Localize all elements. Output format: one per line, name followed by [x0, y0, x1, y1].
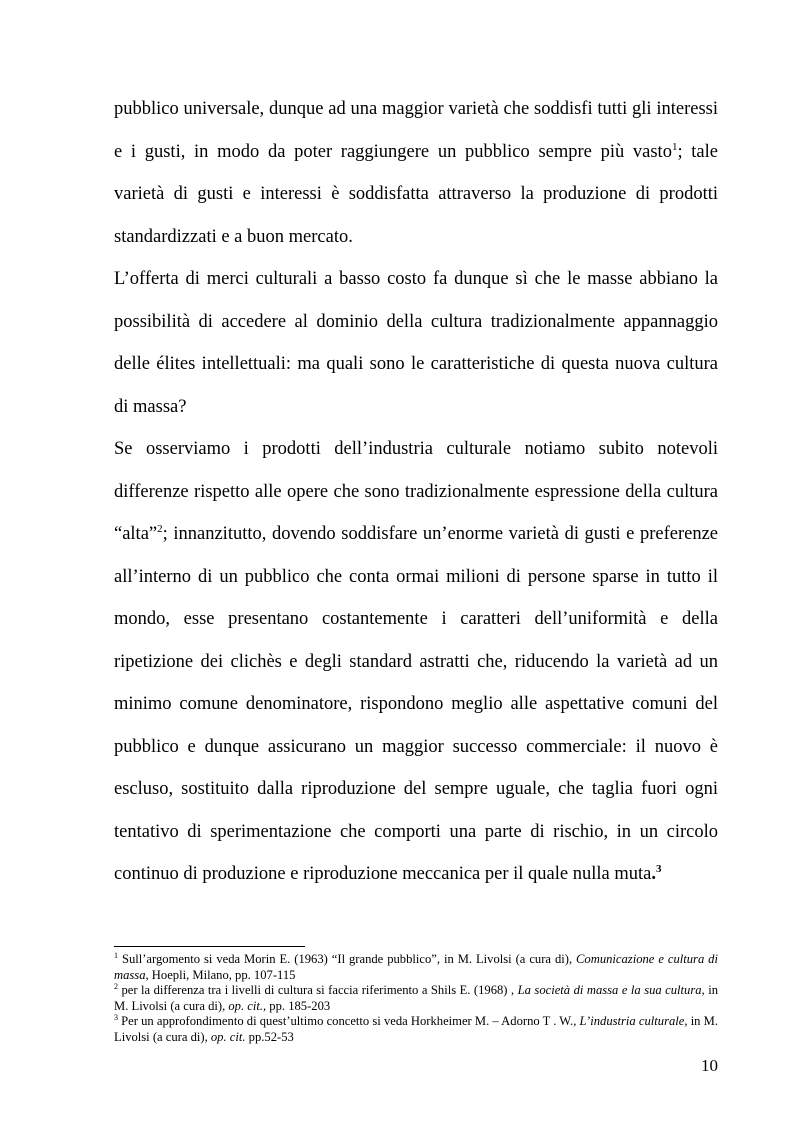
- paragraph-3-text: Se osserviamo i prodotti dell’industria culturale notiamo subito notevoli differenze rispetto alle opere che sono tradizionalmente espressione della cultura “alta”: [114, 439, 718, 544]
- footnote-text: pp. 185-203: [266, 998, 331, 1013]
- footnote-title: Comunicazione e cultura di massa: [114, 952, 718, 982]
- paragraph-2-text: L’offerta di merci culturali a basso costo fa dunque sì che le masse abbiano la possibilità di accedere al dominio della cultura tradizionalmente appannaggio delle élites intellettuali: ma quali sono le caratteristiche di questa nuova cultura di massa?: [114, 269, 718, 417]
- footnote-text: , in M. Livolsi (a cura di),: [114, 1014, 718, 1044]
- footnote-op-cit: op. cit.,: [228, 998, 267, 1013]
- footnotes: [114, 952, 718, 1045]
- footnote-ref-3: 3: [655, 862, 662, 875]
- footnote-ref-1: 1: [671, 140, 678, 153]
- footnote-ref-2: 2: [157, 522, 163, 535]
- footnote-number: 2: [114, 981, 118, 991]
- paragraph-1-text-cont: ; tale varietà di gusti e interessi è soddisfatta attraverso la produzione di prodotti standardizzati e a buon mercato.: [114, 141, 718, 247]
- footnote-op-cit: op. cit.: [210, 1029, 246, 1044]
- footnote-text: in M. Livolsi (a cura di),: [114, 983, 718, 1013]
- footnote-separator: [114, 946, 305, 947]
- footnote-text: Sull’argomento si veda Morin E. (1963) “Il grande pubblico”, in M. Livolsi (a cura di),: [118, 952, 577, 966]
- footnote-title: La società di massa e la sua cultura,: [517, 983, 705, 997]
- paragraph-3: [114, 428, 718, 896]
- footnote-number: 1: [114, 950, 118, 960]
- footnote-1: [114, 952, 718, 983]
- paragraph-3-end: .: [651, 864, 656, 884]
- paragraph-1-text: pubblico universale, dunque ad una maggior varietà che soddisfi tutti gli interessi e i gusti, in modo da poter raggiungere un pubblico sempre più vasto: [114, 99, 718, 162]
- footnote-text: Per un approfondimento di quest’ultimo concetto si veda Horkheimer M. – Adorno T . W.,: [118, 1014, 580, 1028]
- footnote-text: per la differenza tra i livelli di cultura si faccia riferimento a Shils E. (1968) ,: [118, 983, 518, 997]
- page-number: 10: [701, 1056, 718, 1075]
- footnote-number: 3: [114, 1012, 118, 1022]
- footnote-text: , Hoepli, Milano, pp. 107-115: [145, 967, 296, 982]
- body-text: [114, 88, 718, 896]
- paragraph-2: [114, 258, 718, 428]
- footnote-2: [114, 983, 718, 1014]
- footnote-3: [114, 1014, 718, 1045]
- paragraph-3-text-cont: ; innanzitutto, dovendo soddisfare un’enorme varietà di gusti e preferenze all’interno di un pubblico che conta ormai milioni di persone sparse in tutto il mondo, esse presentano costantemente i caratteri dell’uniformità e della ripetizione dei clichès e degli standard astratti che, riducendo la varietà ad un minimo comune denominatore, rispondono meglio alle aspettative comuni del pubblico e dunque assicurano un maggior successo commerciale: il nuovo è escluso, sostituito dalla riproduzione del sempre uguale, che taglia fuori ogni tentativo di sperimentazione che comporti una parte di rischio, in un circolo continuo di produzione e riproduzione meccanica per il quale nulla muta: [114, 524, 718, 884]
- paragraph-1: [114, 88, 718, 258]
- footnote-title: L’industria culturale: [579, 1014, 685, 1028]
- footnote-text: pp.52-53: [245, 1029, 294, 1044]
